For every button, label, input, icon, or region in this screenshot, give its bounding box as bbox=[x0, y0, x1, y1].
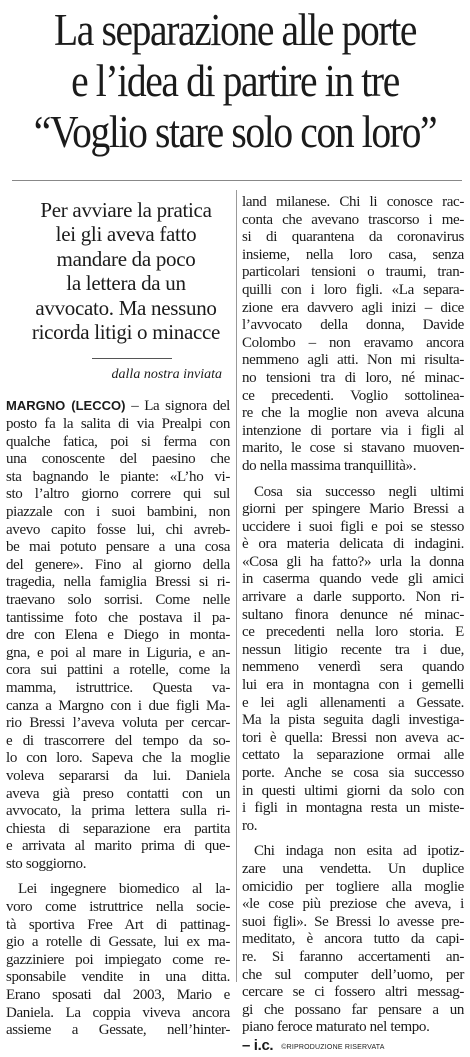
text-line: porte. Anche se cosa sia successo bbox=[242, 765, 464, 781]
summary bbox=[18, 198, 234, 344]
summary-line: lei gli aveva fatto bbox=[55, 222, 197, 247]
left-column bbox=[6, 196, 230, 1040]
text-line: sto soggiorno. bbox=[6, 855, 87, 872]
text-line: avvocato, la prima lettera sulla ri- bbox=[6, 803, 230, 820]
text-line: Cosa sia successo negli ultimi bbox=[254, 483, 464, 500]
copyright-notice: ©RIPRODUZIONE RISERVATA bbox=[281, 1043, 385, 1051]
text-line: re che la moglie non aveva alcuna bbox=[242, 405, 464, 422]
text-line: traevano solo sorrisi. Come nelle bbox=[6, 591, 230, 608]
text-line: ce precedenti nella loro storia. E bbox=[242, 624, 464, 641]
left-body bbox=[6, 397, 230, 1039]
summary-line: avvocato. Ma nessuno bbox=[35, 295, 217, 320]
text-line: sta bagnando le piante: «L’ho vi- bbox=[6, 468, 230, 485]
text-line: «le cose più preziose che aveva, i bbox=[242, 896, 464, 913]
text-line: nemmeno agli atti. Non mi risulta- bbox=[242, 352, 464, 369]
text-line: i figli in montagna resta un miste- bbox=[242, 800, 464, 817]
summary-line: ricorda litigi o minacce bbox=[31, 320, 221, 345]
text-line: nemmeno venerdì sera quando bbox=[242, 659, 464, 676]
right-body bbox=[242, 194, 464, 1057]
text-line: voleva separarsi da lui. Daniela bbox=[6, 767, 230, 784]
text-line: giorni per spingere Mario Bressi a bbox=[242, 501, 464, 518]
text-line: sponsabile vendite in una ditta. bbox=[6, 969, 230, 986]
text-line: Chi indaga non esita ad ipotiz- bbox=[254, 843, 464, 860]
text-line: no tensioni tra di loro, né minac- bbox=[242, 369, 464, 386]
text-line: una conoscente del paesino che bbox=[6, 451, 230, 468]
text-line: qualche fatica, poi si ferma con bbox=[6, 433, 230, 450]
headline-line-1: La separazione alle porte bbox=[53, 4, 417, 55]
text-line: piazzale con i suoi bambini, non bbox=[6, 504, 230, 520]
text-line: conta che avevano trascorso i me- bbox=[242, 211, 464, 228]
text-line: mamma, istruttrice. Questa va- bbox=[6, 679, 230, 696]
text-line: del genere». Fino al giorno della bbox=[6, 556, 230, 573]
text-line: meditato, è ancora tutto da capi- bbox=[242, 931, 464, 948]
column-divider bbox=[236, 190, 237, 982]
text-line: lo con loro. Sapeva che la moglie bbox=[6, 750, 230, 767]
text-line: tragedia, nella famiglia Bressi si ri- bbox=[6, 574, 230, 591]
signature: – i.c. bbox=[242, 1036, 274, 1054]
text-line: gi che possano far pensare a un bbox=[242, 1001, 464, 1018]
byline-divider bbox=[92, 358, 172, 359]
text-line: è ora materia delicata di indagini. bbox=[242, 536, 464, 553]
text-line: tori è quella: Bressi non aveva ac- bbox=[242, 729, 464, 746]
text-line: gazziniere poi impiegato come re- bbox=[6, 951, 230, 968]
headline-divider bbox=[12, 180, 462, 181]
text-line: e lei agli allenamenti a Gessate. bbox=[242, 694, 464, 711]
text-line: particolari tensioni o traumi, tran- bbox=[242, 264, 464, 281]
text-line: cora sui pattini a rotelle, come la bbox=[6, 662, 230, 679]
text-line: e di trascorrere del tempo da so- bbox=[6, 732, 230, 749]
text-line: omicidio per togliere alla moglie bbox=[242, 878, 464, 895]
headline-line-3: “Voglio stare solo con loro” bbox=[33, 106, 437, 157]
text-line: chiesta di separazione era partita bbox=[6, 820, 230, 837]
text-line: quilli con i loro figli. «La separa- bbox=[242, 281, 464, 298]
text-line: re. Si faranno accertamenti an- bbox=[242, 948, 464, 965]
text-line: intenzione di portare via i figli al bbox=[242, 422, 464, 439]
text-line: gio a rotelle di Gessate, lui ex ma- bbox=[6, 934, 230, 951]
text-line: piano feroce maturato nel tempo. bbox=[242, 1019, 430, 1036]
text-line: si di quarantena da coronavirus bbox=[242, 229, 464, 246]
text-line: land milanese. Chi li conosce rac- bbox=[242, 194, 464, 210]
text-line: Lei ingegnere biomedico al la- bbox=[18, 881, 230, 898]
text-line: tà sportiva Free Art di pattinag- bbox=[6, 916, 230, 933]
text-line: nessun litigio recente tra i due, bbox=[242, 641, 464, 658]
text-line: aveva già preso contatti con un bbox=[6, 785, 230, 802]
text-line: ce precedenti. Voglio sottolinea- bbox=[242, 387, 464, 404]
text-line: sto l’altro giorno correre qui sul bbox=[6, 486, 230, 503]
dateline: MARGNO (LECCO) bbox=[6, 398, 126, 414]
summary-line: mandare da poco bbox=[56, 246, 196, 271]
summary-line: la lettera da un bbox=[66, 271, 186, 296]
text-line: che sul computer dell’uomo, per bbox=[242, 966, 464, 983]
text-line: l’avvocato della donna, Davide bbox=[242, 317, 464, 334]
text-line: arrivare a darle supporto. Non ri- bbox=[242, 589, 464, 606]
summary-line: Per avviare la pratica bbox=[40, 198, 212, 222]
text-line: do nella massima tranquillità». bbox=[242, 457, 417, 474]
headline bbox=[33, 4, 437, 157]
text-line: Colombo – non eravamo ancora bbox=[242, 334, 464, 351]
right-column bbox=[242, 194, 464, 1057]
text-line: tantissime foto che postava il pa- bbox=[6, 609, 230, 626]
text-line: insieme, nella loro casa, senza bbox=[242, 246, 464, 263]
text-line: Ma la pista seguita dagli investiga- bbox=[242, 712, 464, 729]
text-line: voro come istruttrice nella socie- bbox=[6, 899, 230, 916]
text-line: suoi figli». Se Bressi lo avesse pre- bbox=[242, 913, 464, 930]
text-line: Erano sposati dal 2003, Mario e bbox=[6, 987, 230, 1004]
text-line: e arrivata al marito prima di que- bbox=[6, 838, 230, 855]
text-line: rio Bressi l’aveva voluta per cercar- bbox=[6, 715, 230, 732]
text-line: in questi ultimi giorni da solo con bbox=[242, 782, 464, 799]
text-line: «Cosa gli ha fatto?» urla la donna bbox=[242, 553, 464, 570]
text-line: posto fa la salita di via Prealpi con bbox=[6, 416, 230, 433]
text-line: assieme a Gessate, nell’hinter- bbox=[6, 1022, 230, 1039]
text-line: in caserma quando vede gli amici bbox=[242, 571, 464, 588]
text-line bbox=[6, 397, 230, 416]
text-fragment: – La signora del bbox=[125, 398, 230, 415]
text-line: be mai potuto pensare a una cosa bbox=[6, 539, 230, 556]
text-line: dre con Elena e Diego in monta- bbox=[6, 627, 230, 644]
text-line: canza a Margno con i due figli Ma- bbox=[6, 697, 230, 714]
text-line: marito, le cose si stavano muoven- bbox=[242, 440, 464, 457]
text-line: zare una vendetta. Un duplice bbox=[242, 860, 464, 877]
text-line: cercare se ci fossero altri messag- bbox=[242, 984, 464, 1001]
headline-line-2: e l’idea di partire in tre bbox=[71, 55, 399, 106]
text-line: ro. bbox=[242, 817, 258, 834]
text-line: lui era in montagna con i gemelli bbox=[242, 677, 464, 694]
text-line: zione era davvero agli inizi – dice bbox=[242, 299, 464, 316]
signature-line bbox=[242, 1037, 464, 1057]
text-line: Daniela. La coppia viveva ancora bbox=[6, 1004, 230, 1021]
text-line: avevo capito fosse lui, chi avreb- bbox=[6, 521, 230, 538]
byline: dalla nostra inviata bbox=[111, 367, 222, 383]
text-line: uccidere i suoi figli e poi se stesso bbox=[242, 518, 464, 535]
text-line: cettato la separazione ormai alle bbox=[242, 747, 464, 764]
text-line: sultano finora denunce né minac- bbox=[242, 606, 464, 623]
text-line: gna, e poi al mare in Liguria, e an- bbox=[6, 644, 230, 661]
